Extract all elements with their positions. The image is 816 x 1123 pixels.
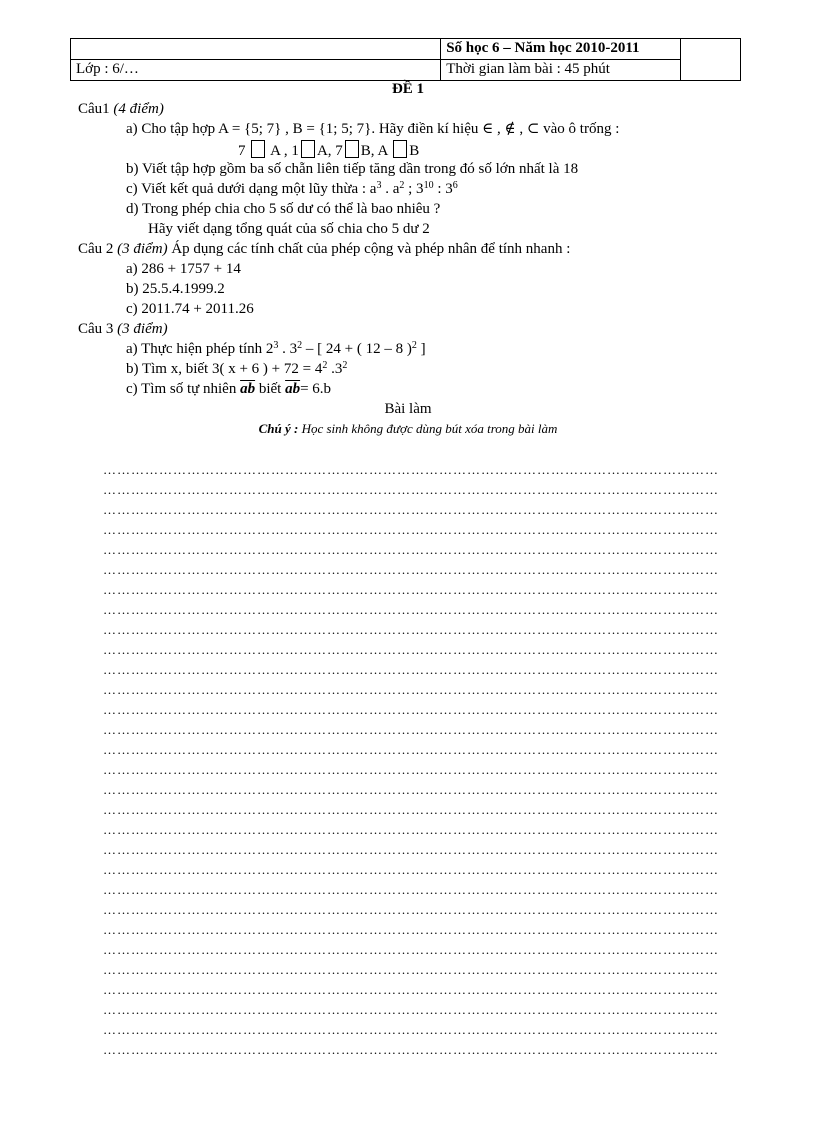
- answer-line[interactable]: ……………………………………………………………………………………………………………………: [103, 822, 719, 837]
- q3-points: (3 điểm): [117, 321, 168, 337]
- answer-line[interactable]: ……………………………………………………………………………………………………………………: [103, 662, 719, 677]
- answer-box[interactable]: [251, 140, 265, 158]
- q2-heading: Câu 2 (3 điểm) Áp dụng các tính chất của phép cộng và phép nhân để tính nhanh :: [78, 241, 571, 257]
- answer-line[interactable]: ……………………………………………………………………………………………………………………: [103, 982, 719, 997]
- answer-heading: Bài làm: [384, 401, 432, 417]
- answer-line[interactable]: ……………………………………………………………………………………………………………………: [103, 542, 719, 557]
- answer-line[interactable]: ……………………………………………………………………………………………………………………: [103, 502, 719, 517]
- q1-heading: [78, 100, 768, 120]
- answer-box[interactable]: [393, 140, 407, 158]
- answer-line[interactable]: ……………………………………………………………………………………………………………………: [103, 562, 719, 577]
- answer-lines[interactable]: [103, 460, 751, 1060]
- q2-points: (3 điểm): [117, 241, 168, 257]
- note-text: Học sinh không được dùng bút xóa trong bài làm: [298, 421, 558, 436]
- q1-a-boxes: 7 A , 1 A, 7 B, A B: [78, 140, 768, 160]
- answer-line[interactable]: ……………………………………………………………………………………………………………………: [103, 702, 719, 717]
- answer-line[interactable]: ……………………………………………………………………………………………………………………: [103, 862, 719, 877]
- answer-box[interactable]: [301, 140, 315, 158]
- answer-line[interactable]: ……………………………………………………………………………………………………………………: [103, 802, 719, 817]
- answer-box[interactable]: [345, 140, 359, 158]
- header-table: [70, 38, 741, 81]
- class-cell: Lớp : 6/…: [71, 59, 441, 80]
- answer-line[interactable]: ……………………………………………………………………………………………………………………: [103, 1002, 719, 1017]
- time-cell: Thời gian làm bài : 45 phút: [441, 59, 681, 80]
- note-label: Chú ý :: [258, 421, 299, 436]
- answer-line[interactable]: ……………………………………………………………………………………………………………………: [103, 482, 719, 497]
- answer-line[interactable]: ……………………………………………………………………………………………………………………: [103, 922, 719, 937]
- q1-b: b) Viết tập hợp gồm ba số chẵn liên tiếp tăng dần trong đó số lớn nhất là 18: [126, 161, 579, 177]
- answer-line[interactable]: ……………………………………………………………………………………………………………………: [103, 522, 719, 537]
- score-cell: [680, 39, 740, 81]
- q1-c: c) Viết kết quả dưới dạng một lũy thừa : $a^3$ . $a^2$ ; $3^{10}$ : $3^6$: [126, 180, 458, 197]
- answer-line[interactable]: ……………………………………………………………………………………………………………………: [103, 962, 719, 977]
- questions: [78, 100, 768, 440]
- answer-line[interactable]: ……………………………………………………………………………………………………………………: [103, 622, 719, 637]
- overline-ab: $\overline{ab}$: [285, 381, 301, 397]
- q2-a: a) 286 + 1757 + 14: [126, 261, 241, 277]
- overline-ab: $\overline{ab}$: [240, 381, 256, 397]
- q3-title: Câu 3: [78, 321, 118, 337]
- header-blank-cell: [71, 39, 441, 60]
- q1-a: a) Cho tập hợp A = {5; 7} , B = {1; 5; 7}. Hãy điền kí hiệu ∈ , ∉ , ⊂ vào ô trống :: [126, 121, 620, 137]
- exam-code: ĐỀ 1: [391, 81, 425, 97]
- q1-d1: d) Trong phép chia cho 5 số dư có thể là bao nhiêu ?: [126, 201, 441, 217]
- answer-line[interactable]: ……………………………………………………………………………………………………………………: [103, 882, 719, 897]
- answer-line[interactable]: ……………………………………………………………………………………………………………………: [103, 582, 719, 597]
- q3-c: c) Tìm số tự nhiên $\overline{ab}$ biết $\overline{ab}= 6.b$: [126, 381, 332, 397]
- answer-line[interactable]: ……………………………………………………………………………………………………………………: [103, 722, 719, 737]
- q1-title: Câu1: [78, 101, 114, 117]
- q1-d2: Hãy viết dạng tổng quát của số chia cho 5 dư 2: [148, 221, 430, 237]
- answer-line[interactable]: ……………………………………………………………………………………………………………………: [103, 682, 719, 697]
- q2-c: c) 2011.74 + 2011.26: [126, 301, 254, 317]
- q3-heading: [78, 320, 768, 340]
- answer-line[interactable]: ……………………………………………………………………………………………………………………: [103, 642, 719, 657]
- answer-line[interactable]: ……………………………………………………………………………………………………………………: [103, 602, 719, 617]
- answer-line[interactable]: ……………………………………………………………………………………………………………………: [103, 1022, 719, 1037]
- subject-cell: Số học 6 – Năm học 2010-2011: [441, 39, 681, 60]
- answer-line[interactable]: ……………………………………………………………………………………………………………………: [103, 942, 719, 957]
- q2-title: Câu 2: [78, 241, 118, 257]
- answer-line[interactable]: ……………………………………………………………………………………………………………………: [103, 462, 719, 477]
- answer-line[interactable]: ……………………………………………………………………………………………………………………: [103, 842, 719, 857]
- answer-line[interactable]: ……………………………………………………………………………………………………………………: [103, 902, 719, 917]
- q3-a: a) Thực hiện phép tính $2^3$ . $3^2$ – [ 24 + ( 12 – 8 )$^2$ ]: [126, 340, 426, 357]
- answer-line[interactable]: ……………………………………………………………………………………………………………………: [103, 1042, 719, 1057]
- note: [0, 420, 816, 440]
- q1-points: (4 điểm): [113, 101, 164, 117]
- answer-line[interactable]: ……………………………………………………………………………………………………………………: [103, 782, 719, 797]
- q2-b: b) 25.5.4.1999.2: [126, 281, 225, 297]
- q3-b: b) Tìm x, biết 3( x + 6 ) + $72 = 4^2$ $.3^2$: [126, 360, 348, 377]
- answer-line[interactable]: ……………………………………………………………………………………………………………………: [103, 742, 719, 757]
- answer-line[interactable]: ……………………………………………………………………………………………………………………: [103, 762, 719, 777]
